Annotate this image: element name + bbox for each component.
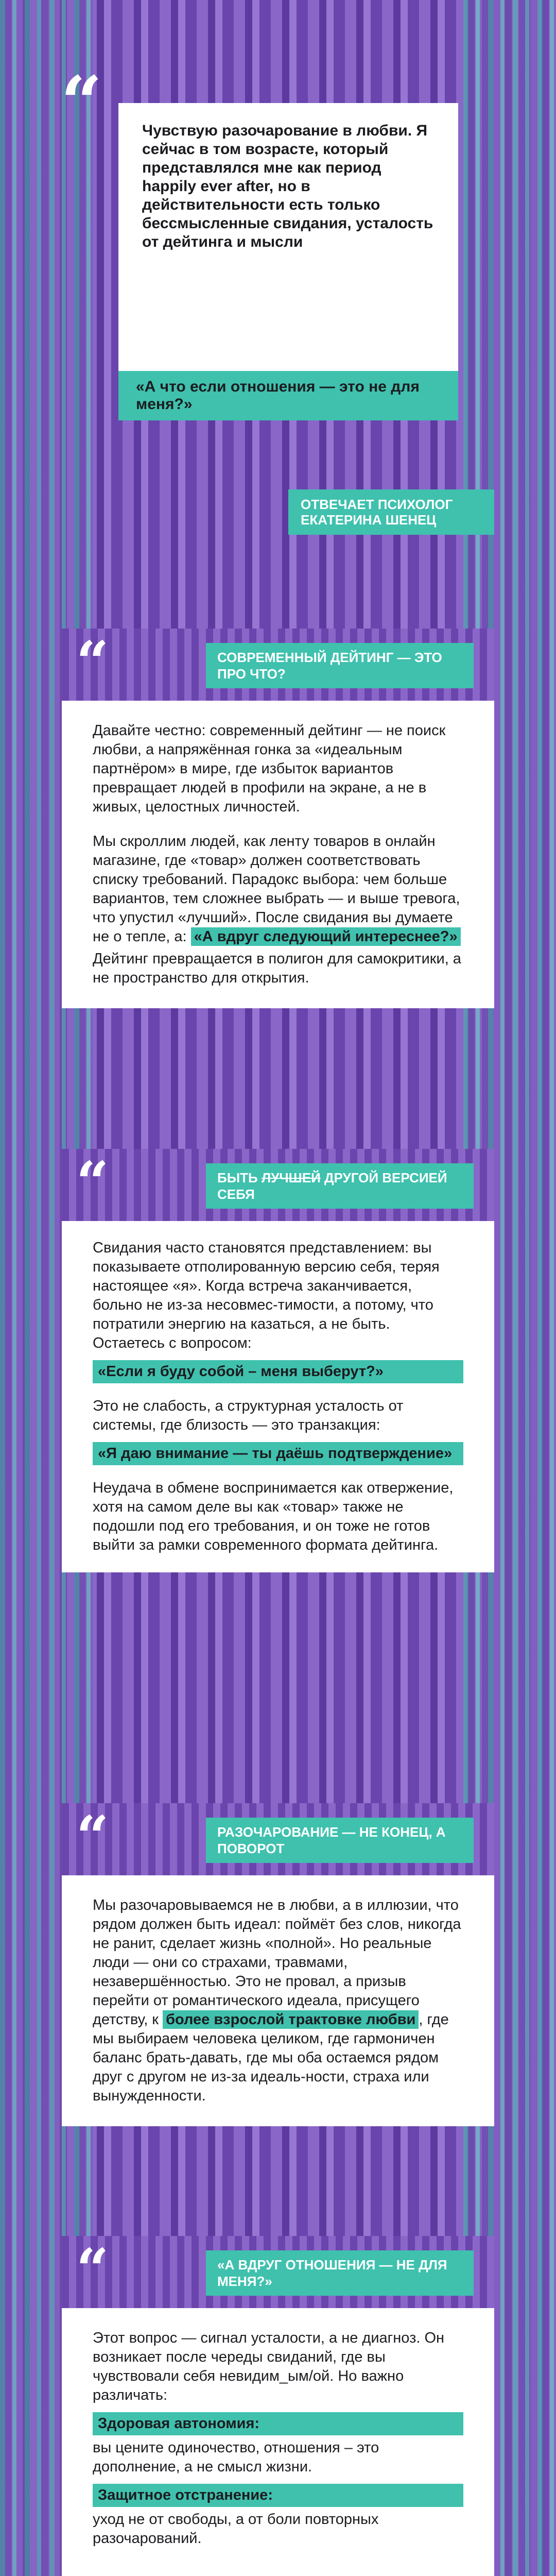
highlight-block: «Я даю внимание — ты даёшь подтверждение» <box>93 1442 463 1465</box>
highlight-block: «Если я буду собой – меня выберут?» <box>93 1360 463 1383</box>
hero-highlight <box>118 371 458 420</box>
paragraph: Это не слабость, а структурная усталость от системы, где близость — это транзакция: <box>93 1398 404 1433</box>
section-card-another-version <box>62 1221 494 1572</box>
section-header-another-version <box>62 1149 494 1221</box>
section-card-not-for-me <box>62 2308 494 2576</box>
quote-icon: “ <box>76 1803 109 1870</box>
section-label: БЫТЬ ЛУЧШЕЙ ДРУГОЙ ВЕРСИЕЙ СЕБЯ <box>206 1163 474 1209</box>
paragraph: Этот вопрос — сигнал усталости, а не диагноз. Он возникает после череды свиданий, где вы чувствовали себя невидим_ым/ой. Но важно различать: <box>93 2330 445 2403</box>
inline-highlight: «А вдруг следующий интереснее?» <box>191 927 461 946</box>
strikethrough-word: ЛУЧШЕЙ <box>261 1170 321 1185</box>
section-label: РАЗОЧАРОВАНИЕ — НЕ КОНЕЦ, А ПОВОРОТ <box>206 1818 474 1863</box>
paragraph: Дейтинг превращается в полигон для самокритики, а не пространство для открытия. <box>93 951 461 986</box>
expert-attribution-text: ОТВЕЧАЕТ ПСИХОЛОГ ЕКАТЕРИНА ШЕНЕЦ <box>301 497 453 528</box>
hero-quote: Чувствую разочарование в любви. Я сейчас в том возрасте, который представлялся мне как период happily ever after, но в действительности есть только бессмысленные свидания, усталость от дейтинга и мысли <box>142 122 433 250</box>
hero-highlight-text: «А что если отношения — это не для меня?» <box>136 378 420 413</box>
paragraph: Свидания часто становятся представлением: вы показываете отполированную версию себя, теряя настоящее «я». Когда встреча заканчивается, больно не из-за несовмес-тимости, а потому, что потратили энергию на казаться, а не быть. Остаетесь с вопросом: <box>93 1240 440 1351</box>
hero-card <box>118 103 458 392</box>
section-header-not-for-me <box>62 2236 494 2308</box>
section-header-modern-dating <box>62 629 494 701</box>
paragraph: вы цените одиночество, отношения – это дополнение, а не смысл жизни. <box>93 2439 379 2475</box>
highlight-block: Защитное отстранение: <box>93 2484 463 2507</box>
inline-highlight: более взрослой трактовке любви <box>163 2010 419 2029</box>
expert-attribution <box>288 489 494 535</box>
section-label: СОВРЕМЕННЫЙ ДЕЙТИНГ — ЭТО ПРО ЧТО? <box>206 643 474 688</box>
section-label: «А ВДРУГ ОТНОШЕНИЯ — НЕ ДЛЯ МЕНЯ?» <box>206 2250 474 2296</box>
paragraph: Мы разочаровываемся не в любви, а в иллюзии, что рядом должен быть идеал: поймёт без слов, никогда не ранит, сделает жизнь «полной». Но реальные люди — они со страхами, травмами, незавершённостью. Это не провал, а призыв перейти от романтического идеала, присущего детству, к более взрослой трактовке любви , где мы выбираем человека целиком, где гармоничен баланс брать-давать, где мы оба остаемся рядом друг с другом не из-за идеаль-ности, страха или вынужденности. <box>93 1897 461 2104</box>
hero-quote-icon: “ <box>61 61 102 145</box>
paragraph: Мы скроллим людей, как ленту товаров в онлайн магазине, где «товар» должен соответствовать списку требований. Парадокс выбора: чем больше вариантов, тем сложнее выбрать — и выше тревога, что упустил «лучший». После свидания вы думаете не о тепле, а: «А вдруг следующий интереснее?» <box>93 833 460 945</box>
paragraph: Давайте честно: современный дейтинг — не поиск любви, а напряжённая гонка за «идеальным партнёром» в мире, где избыток вариантов превращает людей в профили на экране, а не в живых, целостных личностей. <box>93 722 446 815</box>
quote-icon: “ <box>76 629 109 695</box>
highlight-block: Здоровая автономия: <box>93 2412 463 2435</box>
paragraph: уход не от свободы, а от боли повторных разочарований. <box>93 2511 379 2547</box>
paragraph: Неудача в обмене воспринимается как отвержение, хотя на самом деле вы как «товар» также не подошли под его требования, и он тоже не готов выйти за рамки современного формата дейтинга. <box>93 1480 454 1553</box>
quote-icon: “ <box>76 1149 109 1215</box>
quote-icon: “ <box>76 2236 109 2302</box>
section-header-disappointment <box>62 1803 494 1875</box>
section-card-disappointment <box>62 1875 494 2126</box>
section-card-modern-dating <box>62 701 494 1008</box>
